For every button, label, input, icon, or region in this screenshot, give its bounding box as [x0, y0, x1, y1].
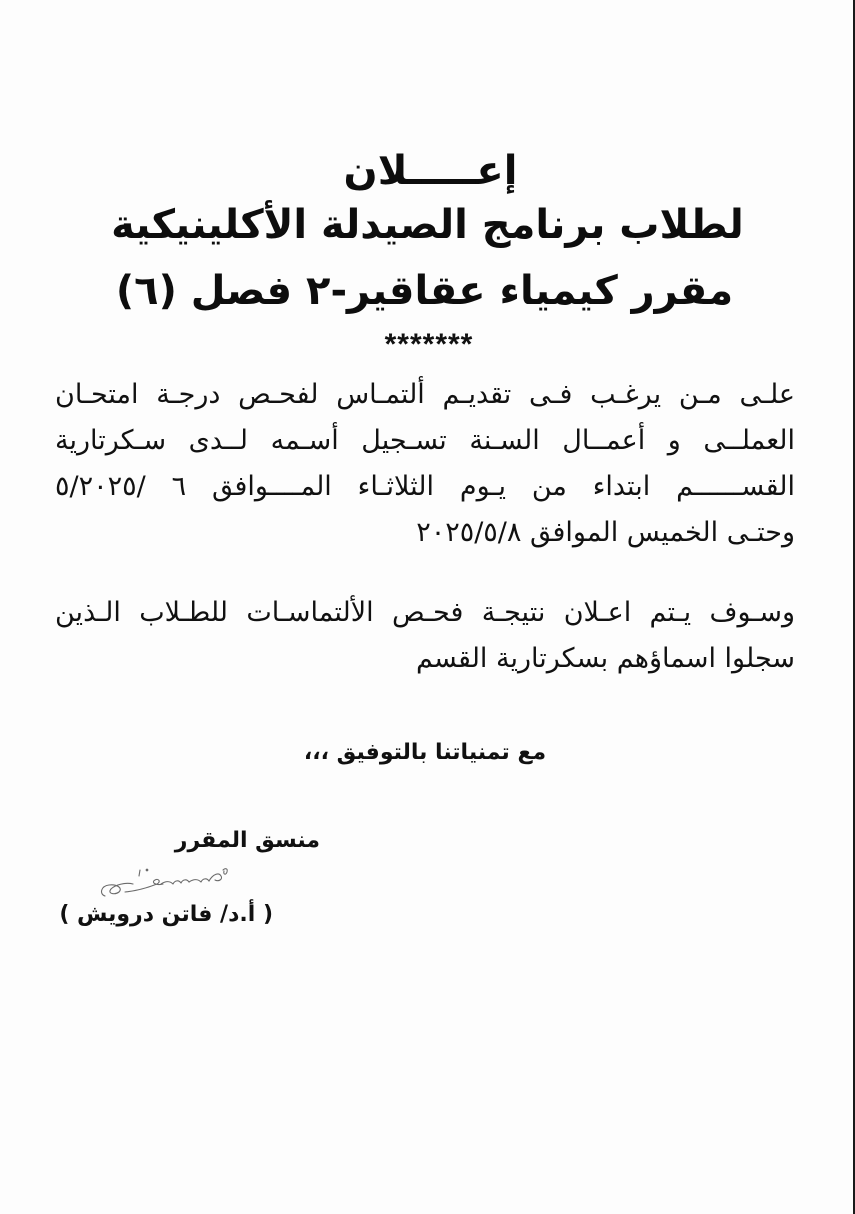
closing-wishes: مع تمنياتنا بالتوفيق ،،،: [303, 740, 547, 765]
paragraph-line: وحتـى الخميس الموافق ٢٠٢٥/٥/٨: [416, 517, 795, 548]
coordinator-role: منسق المقرر: [174, 828, 320, 853]
coordinator-name: ( أ.د/ فاتن درويش ): [59, 902, 273, 927]
paragraph-line: سجلوا اسماؤهم بسكرتارية القسم: [415, 643, 795, 674]
paragraph-line: علـى مـن يرغـب فـى تقديـم ألتمـاس لفحـص درجـة امتحـان: [55, 379, 795, 410]
separator-stars: *******: [384, 328, 474, 361]
signature-icon: [95, 858, 235, 903]
announcement-heading: إعـــــلان: [343, 148, 518, 194]
paragraph-petition-instructions: [55, 372, 795, 556]
course-heading: مقرر كيمياء عقاقير-٢ فصل (٦): [115, 268, 734, 314]
paragraph-line: العملــى و أعمــال السـنة تسـجيل أسـمه لــدى سـكرتارية: [55, 425, 795, 456]
paragraph-line: القســــــم ابتداء من يـوم الثلاثـاء المــــوافق ٦ /٥/٢٠٢٥: [55, 471, 795, 502]
paragraph-results-notice: [55, 590, 795, 682]
paragraph-line: وسـوف يـتم اعـلان نتيجـة فحـص الألتماسـات للطـلاب الـذين: [55, 597, 795, 628]
program-heading: لطلاب برنامج الصيدلة الأكلينيكية: [111, 202, 744, 248]
